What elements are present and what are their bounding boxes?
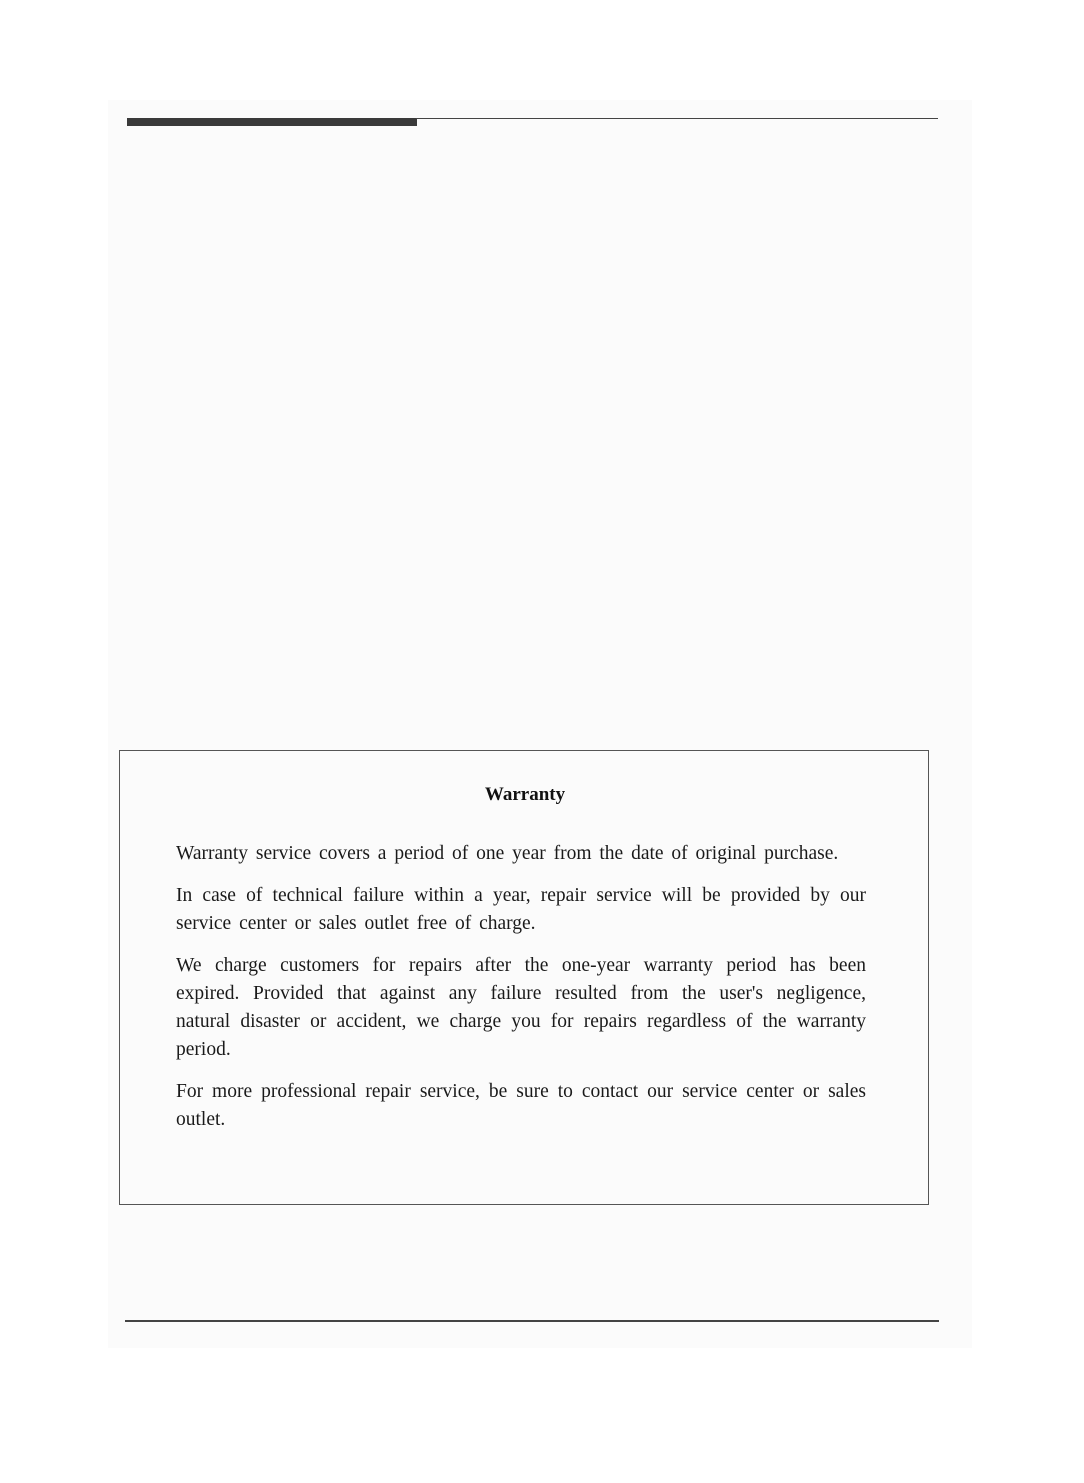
warranty-title: Warranty bbox=[484, 784, 566, 805]
warranty-paragraph-1: Warranty service covers a period of one year from the date of original purchase. bbox=[176, 843, 839, 864]
header-rule bbox=[416, 118, 938, 119]
warranty-paragraph-2: In case of technical failure within a year, repair service will be provided by our service center or sales outlet free of charge. bbox=[176, 885, 866, 934]
warranty-body bbox=[176, 840, 866, 1148]
header-thick-bar bbox=[127, 118, 417, 126]
footer-rule bbox=[125, 1320, 939, 1322]
warranty-paragraph-4: For more professional repair service, be sure to contact our service center or sales outlet. bbox=[176, 1081, 866, 1130]
warranty-paragraph-3: We charge customers for repairs after the one-year warranty period has been expired. Provided that against any failure resulted from the user's negligence, natural disaster or accident, we charge you for repairs regardless of the warranty period. bbox=[176, 955, 866, 1060]
